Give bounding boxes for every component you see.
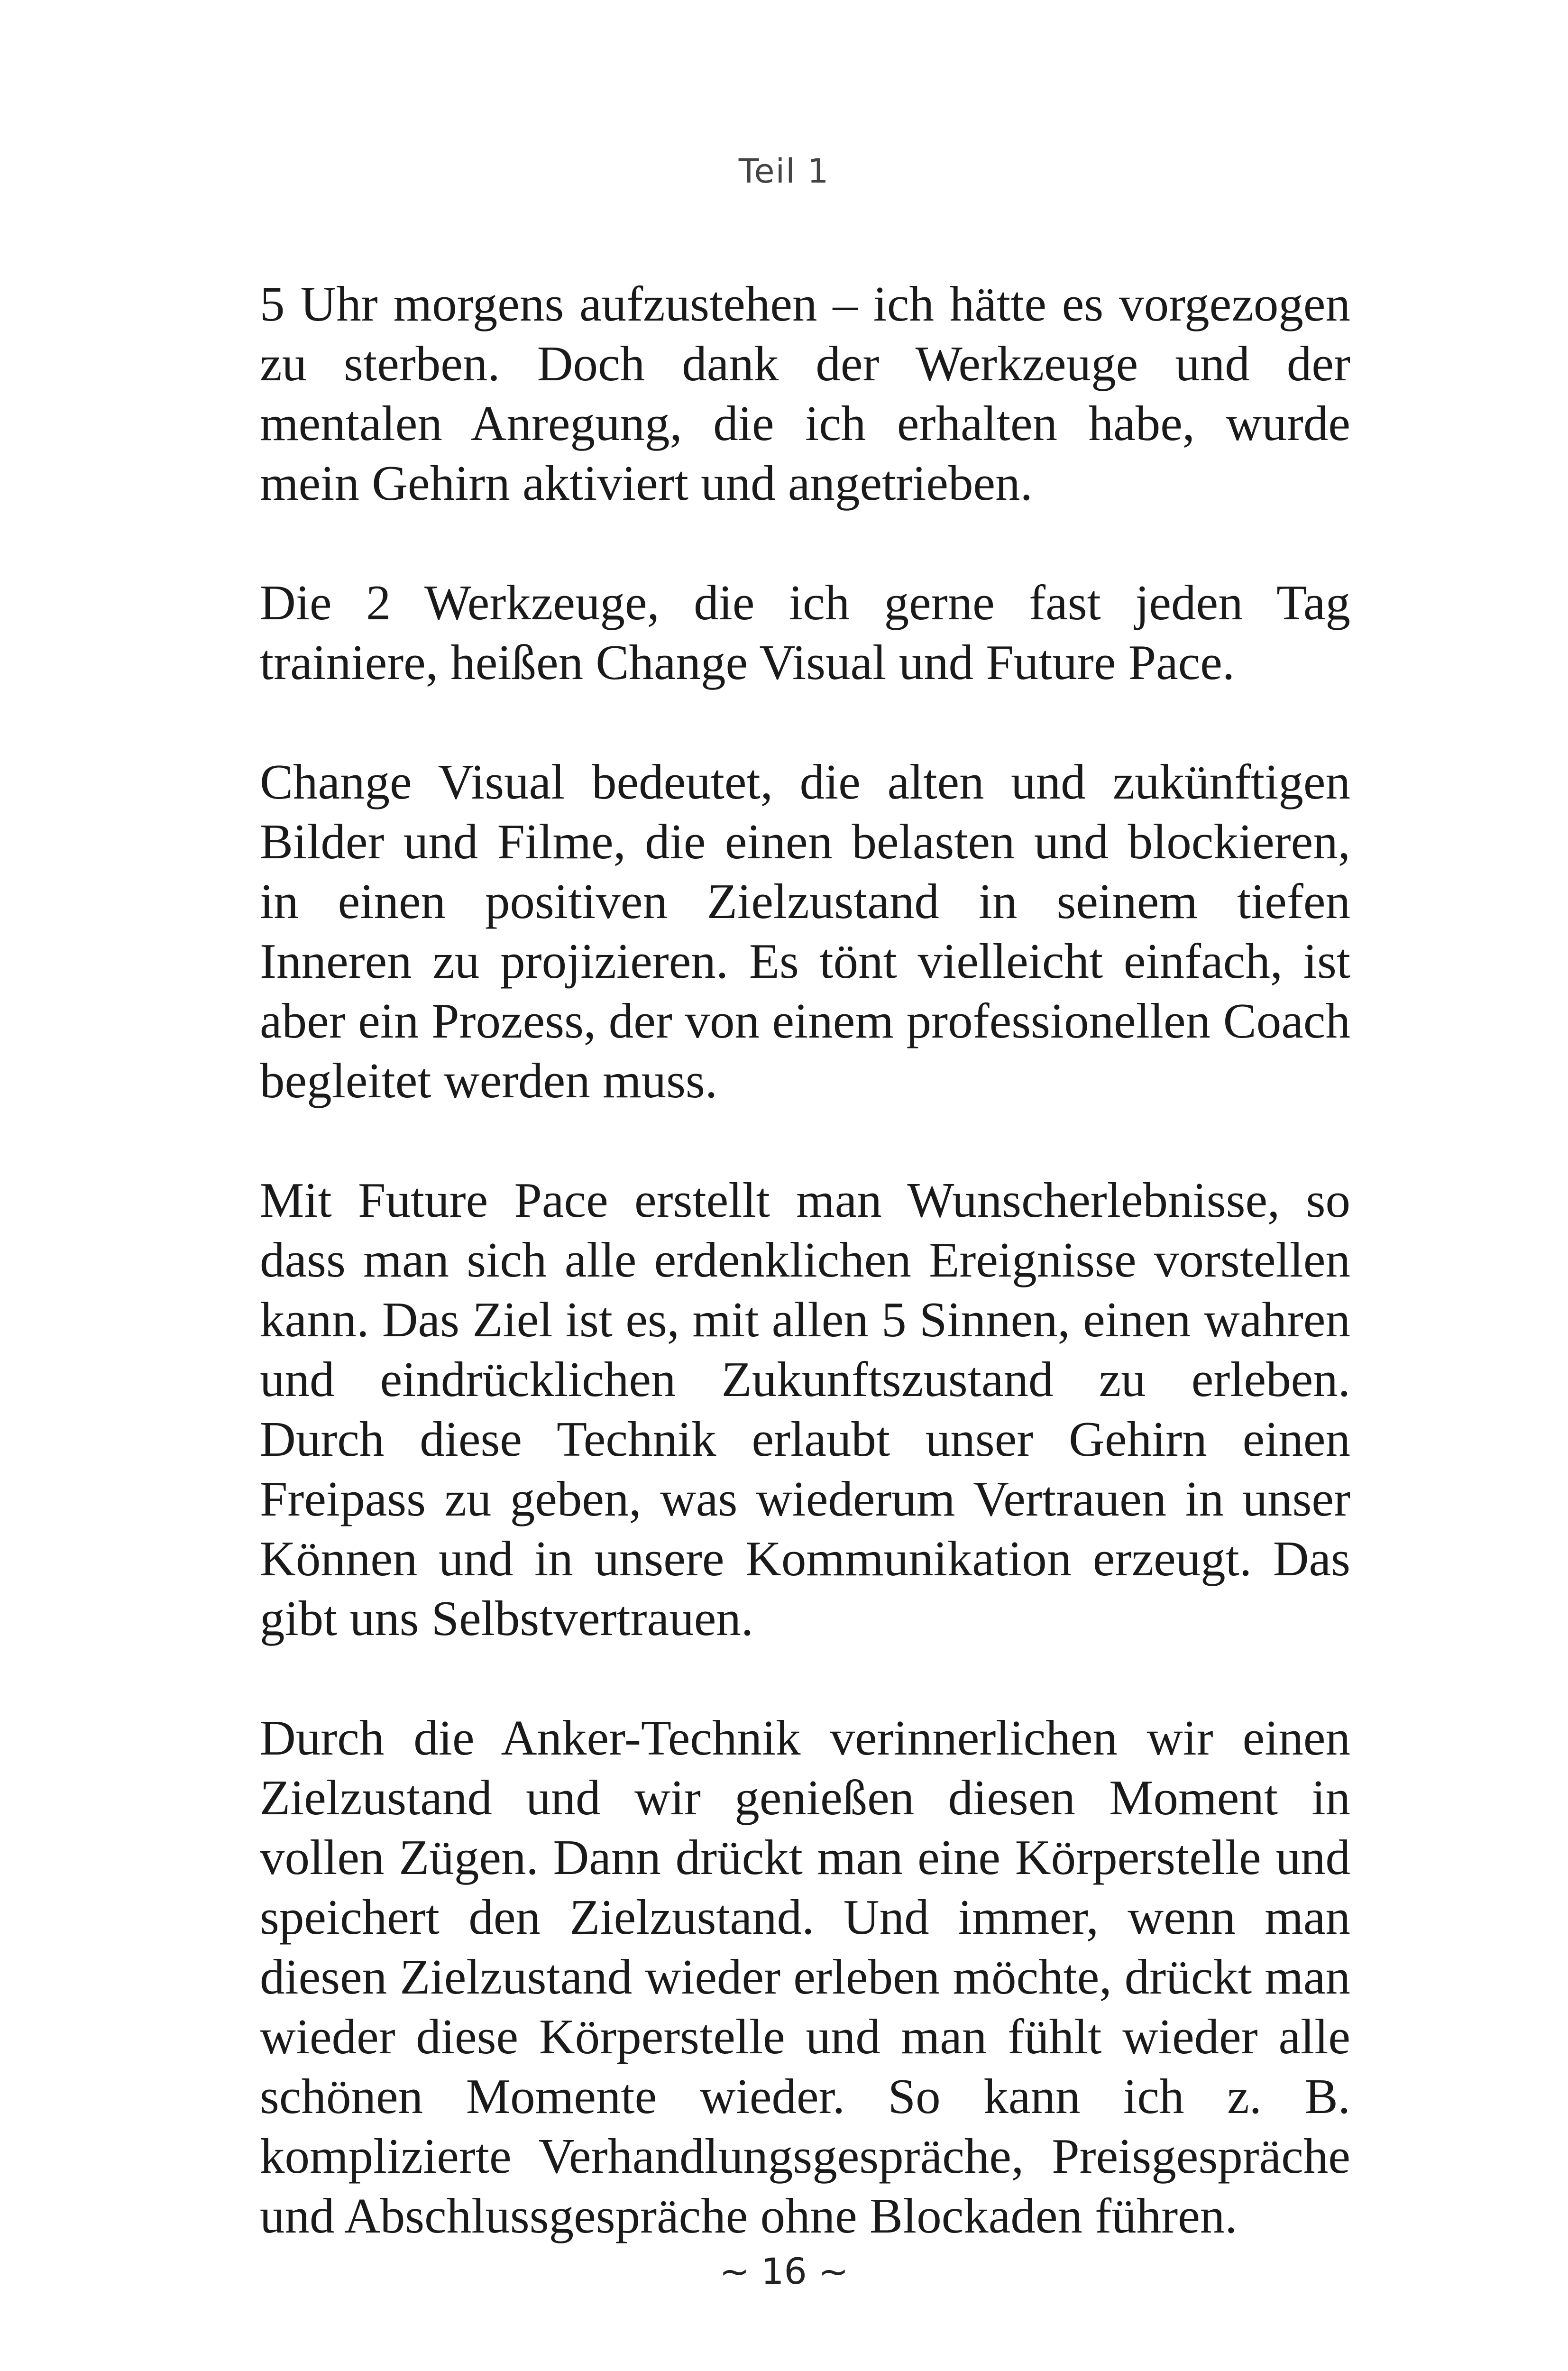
body-text	[260, 274, 1350, 2246]
paragraph-2: Die 2 Werkzeuge, die ich gerne fast jeden Tag trainiere, heißen Change Visual und Future Pace.	[260, 575, 1350, 690]
paragraph-5: Durch die Anker-Technik verinnerlichen wir einen Zielzustand und wir genießen diesen Moment in vollen Zügen. Dann drückt man eine Körperstelle und speichert den Zielzustand. Und immer, wenn man diesen Zielzustand wieder erleben möchte, drückt man wieder diese Körperstelle und man fühlt wieder alle schönen Momente wieder. So kann ich z. B. komplizierte Verhandlungsgespräche, Preisgespräche und Abschlussgespräche ohne Blockaden führen.	[260, 1710, 1350, 2243]
page-number: ~ 16 ~	[719, 2250, 849, 2292]
paragraph-3: Change Visual bedeutet, die alten und zukünftigen Bilder und Filme, die einen belasten und blockieren, in einen positiven Zielzustand in seinem tiefen Inneren zu projizieren. Es tönt vielleicht einfach, ist aber ein Prozess, der von einem professionellen Coach begleitet werden muss.	[260, 754, 1350, 1108]
running-header: Teil 1	[738, 152, 830, 191]
paragraph-4: Mit Future Pace erstellt man Wunscherlebnisse, so dass man sich alle erdenklichen Ereignisse vorstellen kann. Das Ziel ist es, mit allen 5 Sinnen, einen wahren und eindrücklichen Zukunftszustand zu erleben. Durch diese Technik erlaubt unser Gehirn einen Freipass zu geben, was wiederum Vertrauen in unser Können und in unsere Kommunikation erzeugt. Das gibt uns Selbstvertrauen.	[260, 1172, 1350, 1646]
paragraph-1: 5 Uhr morgens aufzustehen – ich hätte es vorgezogen zu sterben. Doch dank der Werkzeuge und der mentalen Anregung, die ich erhalten habe, wurde mein Gehirn aktiviert und angetrieben.	[260, 276, 1350, 511]
